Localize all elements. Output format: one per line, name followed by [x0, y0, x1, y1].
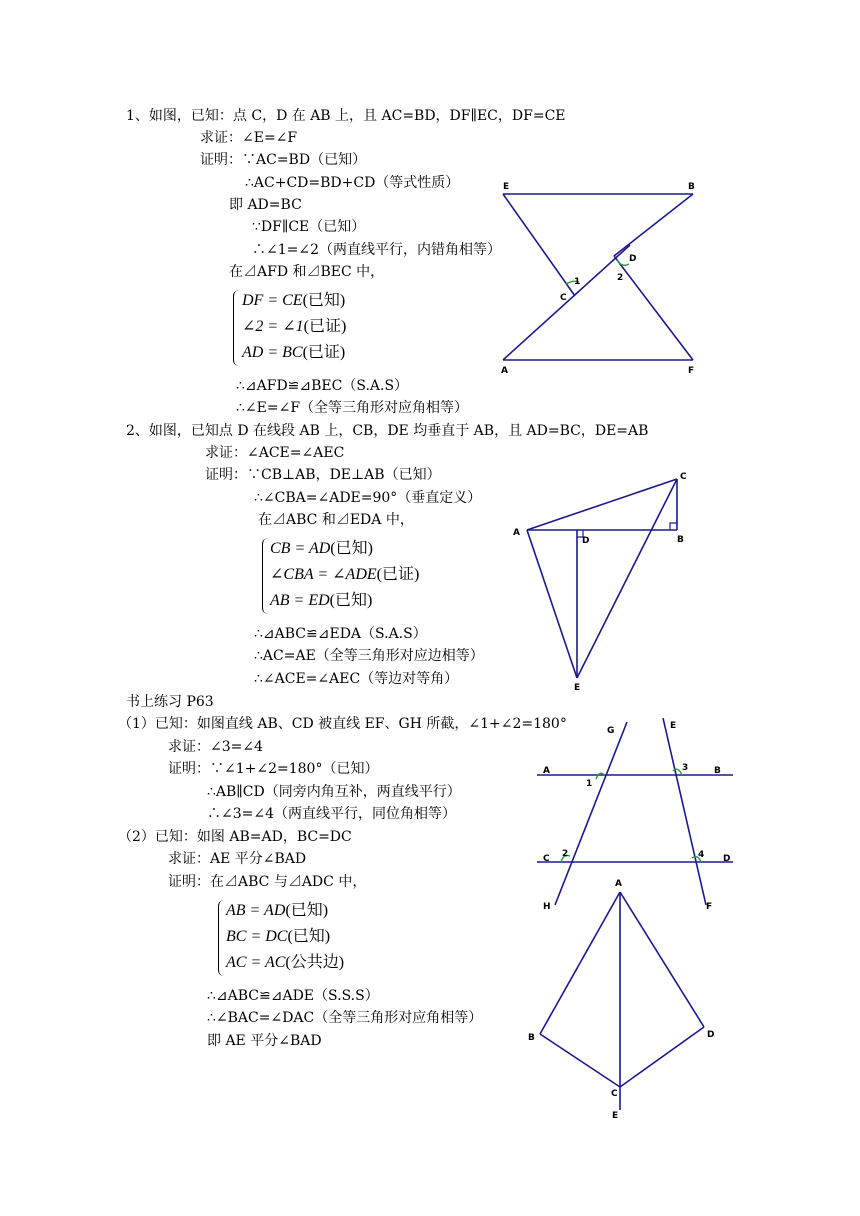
problem-2-step-1: 证明：∵CB⊥AB，DE⊥AB（已知）	[205, 467, 441, 483]
problem-2-step-3: 在⊿ABC 和⊿EDA 中，	[258, 512, 414, 528]
problem-1-conclusion-1: ∴⊿AFD≌⊿BEC（S.A.S）	[236, 378, 409, 394]
label-D: D	[723, 854, 731, 864]
exercise-2-conclusion-2: ∴∠BAC=∠DAC（全等三角形对应角相等）	[207, 1010, 483, 1026]
label-A: A	[501, 366, 508, 376]
label-angle-1: 1	[574, 277, 581, 287]
label-B: B	[714, 766, 721, 776]
label-C: C	[680, 472, 687, 482]
exercise-2-step-1: 证明：在⊿ABC 与⊿ADC 中，	[168, 874, 367, 890]
label-H: H	[543, 902, 551, 912]
exercise-1-step-3: ∴∠3=∠4（两直线平行，同位角相等）	[207, 806, 457, 822]
exercise-2-statement: （2）已知：如图 AB=AD，BC=DC	[118, 829, 352, 845]
problem-2-eq-1: CB = AD(已知)	[270, 540, 373, 557]
label-E: E	[503, 182, 510, 192]
label-angle-2: 2	[617, 273, 624, 283]
segment-DC	[620, 1027, 704, 1087]
problem-2-statement: 2、如图，已知点 D 在线段 AB 上，CB，DE 均垂直于 AB，且 AD=BC，DE=AB	[126, 423, 649, 439]
problem-2-eq-2: ∠CBA = ∠ADE(已证)	[270, 566, 420, 583]
label-B: B	[688, 182, 695, 192]
problem-1-prove: 求证：∠E=∠F	[200, 130, 298, 146]
label-F: F	[688, 366, 695, 376]
label-F: F	[706, 902, 713, 912]
problem-1-eq-2: ∠2 = ∠1(已证)	[242, 318, 347, 335]
label-B: B	[528, 1033, 535, 1043]
exercise-1-step-2: ∴AB∥CD（同旁内角互补，两直线平行）	[207, 784, 461, 800]
label-angle-2: 2	[562, 849, 569, 859]
exercise-2-prove: 求证：AE 平分∠BAD	[168, 851, 307, 867]
exercise-2-conclusion-3: 即 AE 平分∠BAD	[207, 1033, 322, 1049]
segment-AD	[620, 892, 704, 1027]
segment-AB	[540, 892, 620, 1034]
problem-2-conclusion-2: ∴AC=AE（全等三角形对应边相等）	[254, 648, 484, 664]
problem-1-step-3: 即 AD=BC	[229, 197, 302, 213]
problem-2-conclusion-3: ∴∠ACE=∠AEC（等边对等角）	[254, 671, 459, 687]
book-title: 书上练习 P63	[126, 694, 214, 710]
label-A: A	[543, 766, 550, 776]
label-angle-1: 1	[586, 779, 593, 789]
label-A: A	[513, 528, 520, 538]
label-D: D	[582, 536, 590, 546]
problem-2-prove: 求证：∠ACE=∠AEC	[205, 445, 345, 461]
label-C: C	[611, 1089, 618, 1099]
label-E: E	[612, 1111, 619, 1121]
label-angle-4: 4	[698, 850, 705, 860]
problem-1-eq-1: DF = CE(已知)	[242, 292, 346, 309]
exercise-2-eq-2: BC = DC(已知)	[226, 928, 331, 945]
problem-1-step-5: ∴∠1=∠2（两直线平行，内错角相等）	[252, 242, 502, 258]
exercise-2-eq-1: AB = AD(已知)	[226, 902, 329, 919]
problem-1-statement: 1、如图，已知：点 C，D 在 AB 上，且 AC=BD，DF∥EC，DF=CE	[126, 108, 566, 124]
exercise-2-eq-3: AC = AC(公共边)	[226, 954, 345, 971]
problem-2-conclusion-1: ∴⊿ABC≌⊿EDA（S.A.S）	[254, 626, 427, 642]
exercise-1-statement: （1）已知：如图直线 AB、CD 被直线 EF、GH 所截，∠1+∠2=180°	[118, 716, 567, 732]
problem-1-step-1: 证明：∵AC=BD（已知）	[200, 152, 367, 168]
problem-2-step-2: ∴∠CBA=∠ADE=90°（垂直定义）	[254, 490, 482, 506]
exercise-1-step-1: 证明：∵∠1+∠2=180°（已知）	[168, 761, 379, 777]
exercise-1-prove: 求证：∠3=∠4	[168, 739, 264, 755]
problem-1-step-4: ∵DF∥CE（已知）	[252, 219, 366, 235]
label-A: A	[615, 879, 622, 889]
problem-1-step-6: 在⊿AFD 和⊿BEC 中，	[229, 264, 385, 280]
segment-BC	[540, 1034, 620, 1087]
label-C: C	[560, 293, 567, 303]
label-E: E	[670, 721, 677, 731]
problem-1-eq-3: AD = BC(已证)	[242, 344, 346, 361]
label-G: G	[607, 726, 615, 736]
label-D: D	[629, 254, 637, 264]
problem-2-eq-3: AB = ED(已知)	[270, 592, 373, 609]
label-B: B	[677, 535, 684, 545]
problem-1-step-2: ∴AC+CD=BD+CD（等式性质）	[245, 175, 460, 191]
problem-1-conclusion-2: ∴∠E=∠F（全等三角形对应角相等）	[236, 400, 469, 416]
label-angle-3: 3	[682, 763, 689, 773]
label-D: D	[707, 1030, 715, 1040]
label-E: E	[574, 683, 581, 693]
label-C: C	[543, 854, 550, 864]
exercise-2-conclusion-1: ∴⊿ABC≌⊿ADE（S.S.S）	[207, 988, 379, 1004]
